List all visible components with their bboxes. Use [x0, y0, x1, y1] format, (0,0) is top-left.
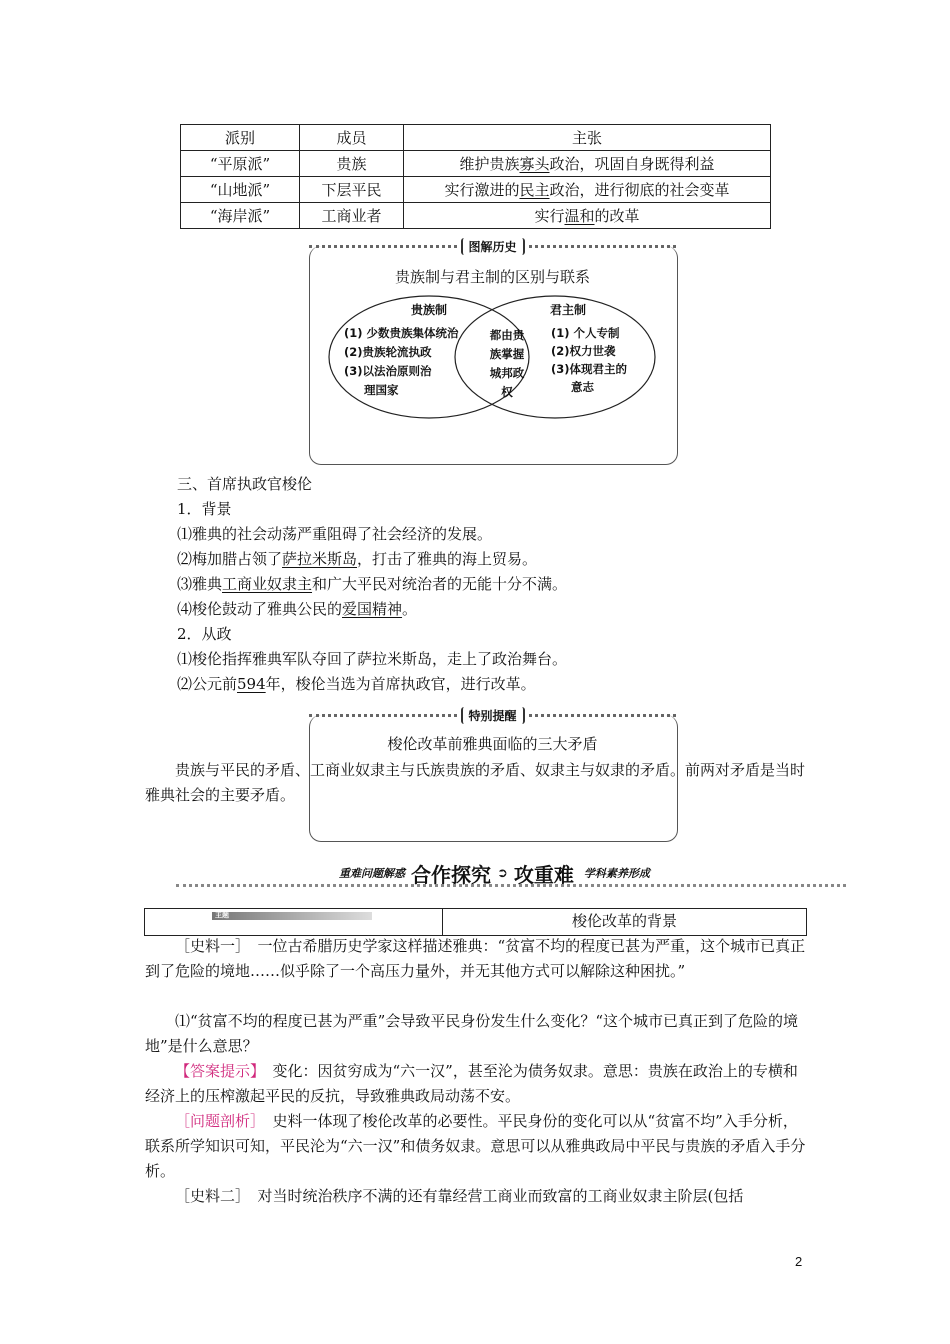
banner-right: 学科素养形成: [583, 867, 650, 880]
politics-item: ⑴梭伦指挥雅典军队夺回了萨拉米斯岛，走上了政治舞台。: [177, 650, 568, 668]
topic-label-cell: [145, 909, 443, 935]
aristocracy-item: 理国家: [364, 383, 399, 397]
section-heading: 三、首席执政官梭伦: [177, 475, 313, 493]
claim-cell: 维护贵族寡头政治，巩固自身既得利益: [404, 151, 771, 177]
monarchy-item: 意志: [571, 380, 594, 394]
analysis-tag: ［问题剖析］: [175, 1112, 258, 1130]
special-tag: 特别提醒: [461, 707, 525, 724]
members-cell: 贵族: [300, 151, 404, 177]
overlap-text: [476, 326, 538, 402]
faction-cell: “山地派”: [181, 177, 300, 203]
table-header: 派别: [181, 125, 300, 151]
overlap-line: 族掌握: [489, 347, 525, 361]
background-item: ⑵梅加腊占领了萨拉米斯岛，打击了雅典的海上贸易。: [177, 550, 538, 568]
faction-cell: “平原派”: [181, 151, 300, 177]
overlap-line: 都由贵: [489, 328, 525, 342]
monarchy-item: (2)权力世袭: [551, 344, 616, 358]
aristocracy-title: 贵族制: [411, 303, 448, 317]
claim-cell: 实行激进的民主政治，进行彻底的社会变革: [404, 177, 771, 203]
subheading-background: 1．背景: [177, 500, 232, 518]
monarchy-item: (3)体现君主的: [551, 362, 628, 376]
source-two: ［史料二］ 对当时统治秩序不满的还有靠经营工商业而致富的工商业奴隶主阶层(包括: [175, 1187, 744, 1205]
answer-hint: 【答案提示】 变化：因贫穷成为“六一汉”，甚至沦为债务奴隶。意思：贵族在政治上的专横和经济上的压榨激起平民的反抗，导致雅典政局动荡不安。: [145, 1062, 798, 1105]
overlap-line: 权: [501, 385, 513, 399]
diagram-title: 贵族制与君主制的区别与联系: [394, 268, 590, 286]
banner-left: 重难问题解惑: [339, 867, 405, 880]
claim-cell: 实行温和的改革: [404, 203, 771, 229]
page-number: 2: [795, 1254, 803, 1269]
banner-rule: [176, 884, 846, 887]
answer-tag: 【答案提示】: [175, 1062, 258, 1080]
aristocracy-item: (2)贵族轮流执政: [344, 345, 432, 359]
diagram-tag: 图解历史: [461, 238, 525, 255]
banner-arrow-icon: ➲: [497, 865, 508, 881]
aristocracy-item: (1) 少数贵族集体统治: [344, 326, 459, 340]
background-item: ⑴雅典的社会动荡严重阻碍了社会经济的发展。: [177, 525, 493, 543]
table-row: [181, 177, 771, 203]
special-title: 梭伦改革前雅典面临的三大矛盾: [387, 735, 598, 753]
problem-analysis: ［问题剖析］ 史料一体现了梭伦改革的必要性。平民身份的变化可以从“贫富不均”入手分析，联系所学知识可知，平民沦为“六一汉”和债务奴隶。意思可以从雅典政局中平民与贵族的矛盾入手分析。: [145, 1112, 806, 1180]
table-header: 主张: [404, 125, 771, 151]
section-banner: [339, 860, 650, 886]
factions-table: [180, 124, 771, 229]
table-row: [181, 203, 771, 229]
topic-label-bar: [212, 912, 372, 920]
subheading-politics: 2．从政: [177, 625, 232, 643]
table-header: 成员: [300, 125, 404, 151]
monarchy-title: 君主制: [550, 303, 587, 317]
topic-title: 梭伦改革的背景: [571, 912, 677, 930]
members-cell: 下层平民: [300, 177, 404, 203]
topic-table: [144, 908, 807, 936]
faction-cell: “海岸派”: [181, 203, 300, 229]
question-one: ⑴“贫富不均的程度已甚为严重”会导致平民身份发生什么变化？“这个城市已真正到了危险的境地”是什么意思？: [145, 1012, 799, 1055]
banner-main-1: 合作探究: [411, 862, 491, 887]
politics-item: ⑵公元前594年，梭伦当选为首席执政官，进行改革。: [177, 675, 536, 693]
topic-label: 主题: [215, 911, 229, 919]
aristocracy-item: (3)以法治原则治: [344, 364, 432, 378]
aristocracy-items: [344, 324, 459, 400]
members-cell: 工商业者: [300, 203, 404, 229]
special-body: 贵族与平民的矛盾、工商业奴隶主与氏族贵族的矛盾、奴隶主与奴隶的矛盾。前两对矛盾是当时雅典社会的主要矛盾。: [145, 761, 806, 804]
table-row: [181, 151, 771, 177]
monarchy-item: (1) 个人专制: [551, 326, 620, 340]
monarchy-items: [551, 324, 627, 396]
background-item: ⑷梭伦鼓动了雅典公民的爱国精神。: [177, 600, 418, 618]
background-item: ⑶雅典工商业奴隶主和广大平民对统治者的无能十分不满。: [177, 575, 568, 593]
banner-main-2: 攻重难: [513, 862, 574, 887]
overlap-line: 城邦政: [489, 366, 525, 380]
source-one: ［史料一］ 一位古希腊历史学家这样描述雅典：“贫富不均的程度已甚为严重，这个城市已真正到了危险的境地……似乎除了一个高压力量外，并无其他方式可以解除这种困扰。”: [145, 937, 806, 980]
table-header-row: [181, 125, 771, 151]
